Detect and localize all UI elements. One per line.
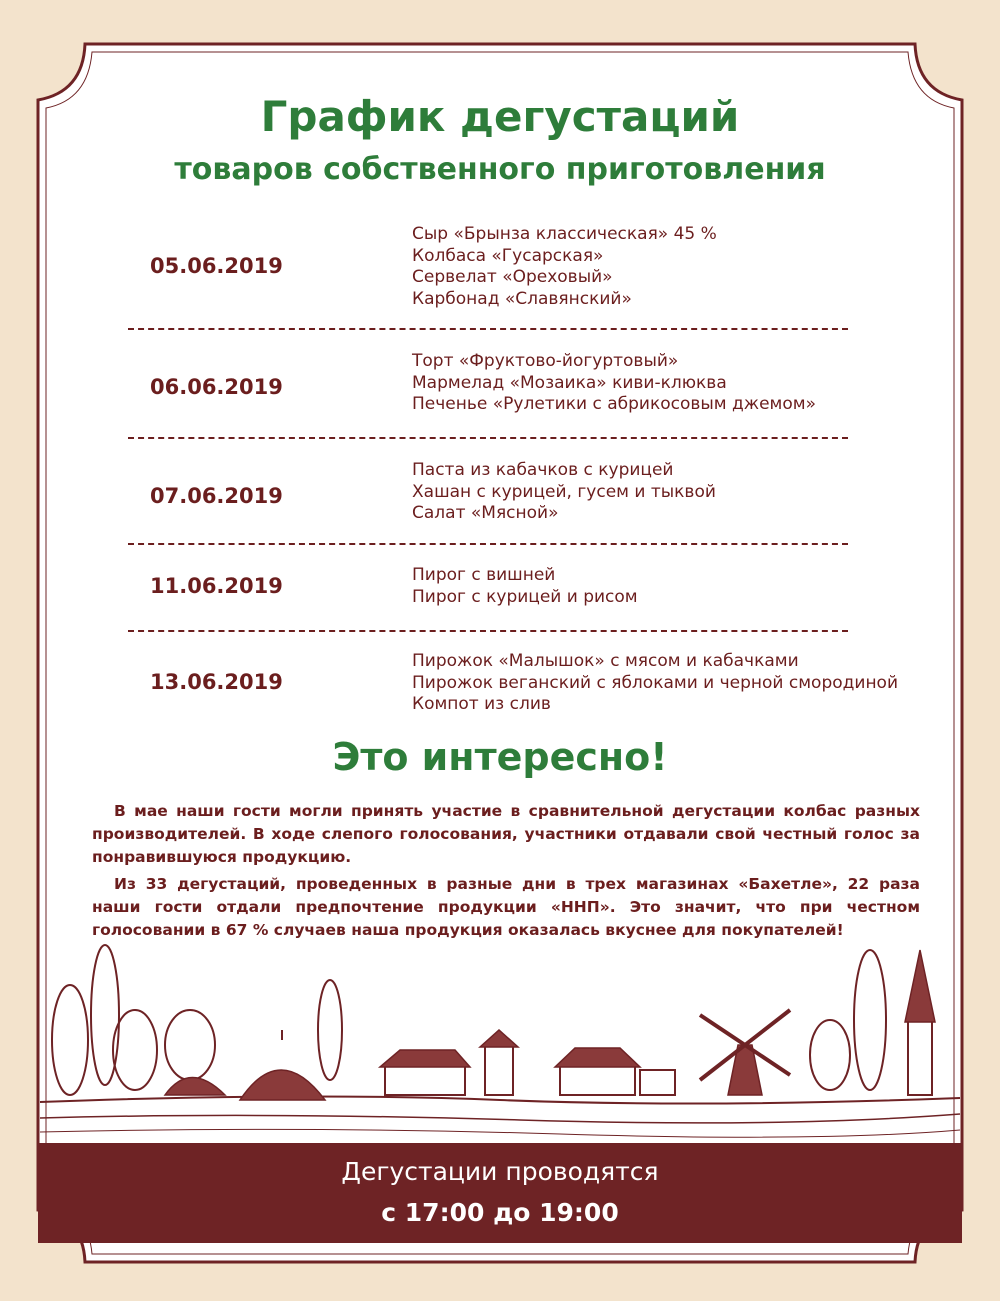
tasting-items (412, 651, 898, 716)
tasting-date: 13.06.2019 (150, 670, 283, 694)
tasting-item: Карбонад «Славянский» (412, 288, 632, 309)
interesting-paragraph: Из 33 дегустаций, проведенных в разные дни в трех магазинах «Бахетле», 22 раза наши гости отдали предпочтение продукции «ННП». Это значит, что при честном голосовании в 67 % случаев наша продукция оказалась вкуснее для покупателей! (92, 875, 920, 939)
tasting-item: Компот из слив (412, 694, 551, 714)
page-title: График дегустаций (260, 92, 740, 141)
tasting-item: Пирог с курицей и рисом (412, 586, 638, 607)
interesting-heading: Это интересно! (332, 735, 668, 779)
tasting-item: Пирожок «Малышок» с мясом и кабачками (412, 651, 799, 671)
tasting-item: Пирог с вишней (412, 565, 556, 585)
tasting-items (412, 565, 638, 608)
tasting-date: 11.06.2019 (150, 574, 283, 598)
tasting-item: Сыр «Брынза классическая» 45 % (412, 224, 717, 244)
tasting-item: Пирожок веганский с яблоками и черной смородиной (412, 672, 899, 693)
tasting-item: Салат «Мясной» (412, 503, 559, 523)
tasting-item: Колбаса «Гусарская» (412, 245, 604, 266)
dashed-divider (128, 543, 848, 545)
tasting-item: Паста из кабачков с курицей (412, 460, 674, 480)
dashed-divider (128, 630, 848, 632)
tasting-item: Торт «Фруктово-йогуртовый» (412, 351, 679, 371)
tasting-items (412, 224, 717, 310)
tasting-item: Печенье «Рулетики с абрикосовым джемом» (412, 394, 817, 414)
tasting-date: 06.06.2019 (150, 375, 283, 399)
tasting-items (412, 460, 716, 525)
dashed-divider (128, 328, 848, 330)
tasting-item: Сервелат «Ореховый» (412, 267, 613, 287)
tasting-item: Хашан с курицей, гусем и тыквой (412, 481, 716, 502)
footer-time: с 17:00 до 19:00 (381, 1198, 619, 1227)
tasting-item: Мармелад «Мозаика» киви-клюква (412, 372, 727, 393)
tasting-date: 07.06.2019 (150, 484, 283, 508)
footer-banner (38, 1143, 962, 1243)
footer-text: Дегустации проводятся (341, 1157, 659, 1186)
dashed-divider (128, 437, 848, 439)
page-subtitle: товаров собственного приготовления (174, 152, 826, 187)
tasting-date: 05.06.2019 (150, 254, 283, 278)
interesting-paragraph: В мае наши гости могли принять участие в сравнительной дегустации колбас разных производителей. В ходе слепого голосования, участники отдавали свой честный голос за понравившуюся продукцию. (92, 802, 920, 866)
tasting-items (412, 351, 816, 416)
